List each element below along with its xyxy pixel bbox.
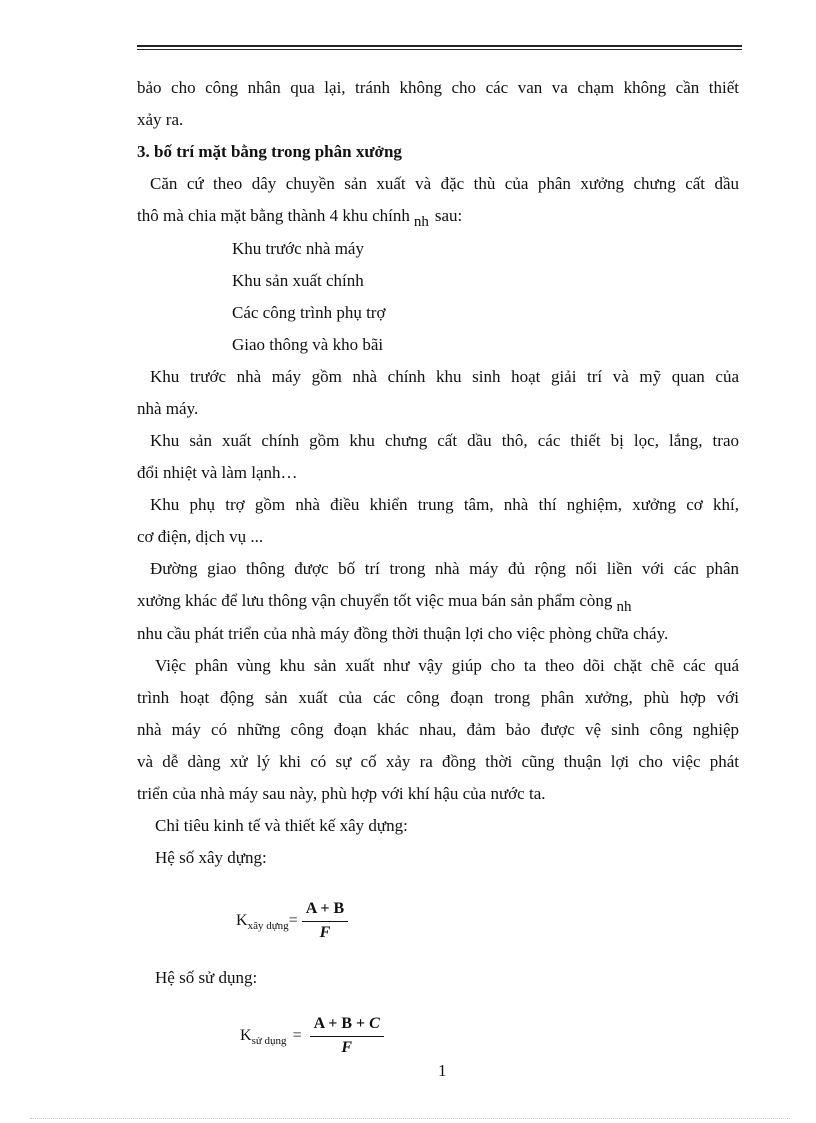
list-item: Giao thông và kho bãi — [232, 335, 384, 354]
header-rule-thin — [137, 49, 742, 50]
text-run: thô mà chia mặt bằng thành 4 khu chính — [137, 206, 410, 225]
paragraph-line: Khu phụ trợ gồm nhà điều khiển trung tâm, nhà thí nghiệm, xưởng cơ khí, — [150, 495, 739, 514]
paragraph-line: triển của nhà máy sau này, phù hợp với khí hậu của nước ta. — [137, 784, 546, 803]
fraction-numerator — [310, 1015, 384, 1037]
paragraph-line: Khu sản xuất chính gồm khu chưng cất dầu thô, các thiết bị lọc, lắng, trao — [150, 431, 739, 450]
paragraph-line: đổi nhiệt và làm lạnh… — [137, 463, 298, 482]
list-item: Khu trước nhà máy — [232, 239, 364, 258]
paragraph-line — [137, 585, 739, 618]
formula-subscript: sử dụng — [251, 1035, 287, 1047]
document-body — [137, 72, 739, 874]
paragraph-line: xảy ra. — [137, 110, 184, 129]
paragraph-line: Căn cứ theo dây chuyền sản xuất và đặc thù của phân xưởng chưng cất dầu — [150, 174, 739, 193]
paragraph-line: và dễ dàng xử lý khi có sự cố xảy ra đồng thời cũng thuận lợi cho việc phát — [137, 752, 739, 771]
paragraph-line: nhà máy có những công đoạn khác nhau, đảm bảo được vệ sinh công nghiệp — [137, 720, 739, 739]
formula-label: Hệ số xây dựng: — [155, 848, 267, 867]
formula-k: K — [236, 912, 248, 929]
list-item: Các công trình phụ trợ — [232, 303, 386, 322]
paragraph-line: nhà máy. — [137, 399, 199, 418]
header-rule-thick — [137, 45, 742, 47]
fraction-denominator: F — [319, 924, 331, 941]
fraction — [310, 1015, 384, 1057]
paragraph-line: nhu cầu phát triển của nhà máy đồng thời thuận lợi cho việc phòng chữa cháy. — [137, 624, 669, 643]
fraction-numerator: A + B — [302, 900, 348, 922]
paragraph-line — [137, 200, 739, 233]
paragraph-line: Việc phân vùng khu sản xuất như vậy giúp cho ta theo dõi chặt chẽ các quá — [155, 656, 739, 675]
formula-subscript: xây dựng — [247, 920, 289, 932]
formula-he-so-xay-dung — [236, 900, 348, 942]
paragraph-line: trình hoạt động sản xuất của các công đoạn trong phân xưởng, phù hợp với — [137, 688, 739, 707]
subscript-artifact: nh — [616, 599, 632, 615]
page-bottom-dotted-line — [30, 1118, 790, 1119]
list-item: Khu sản xuất chính — [232, 271, 364, 290]
formula-equals: = — [292, 1027, 302, 1044]
numerator-c: C — [369, 1015, 380, 1032]
text-run: xưởng khác để lưu thông vận chuyển tốt việc mua bán sản phẩm còng — [137, 591, 613, 610]
subscript-artifact: nh — [413, 214, 429, 230]
section-heading: 3. bố trí mặt bằng trong phân xưởng — [137, 142, 402, 161]
paragraph-line: Đường giao thông được bố trí trong nhà máy đủ rộng nối liền với các phân — [150, 559, 739, 578]
formula-label: Hệ số sử dụng: — [155, 968, 258, 987]
document-body-continued — [137, 962, 739, 994]
paragraph-line: Khu trước nhà máy gồm nhà chính khu sinh hoạt giải trí và mỹ quan của — [150, 367, 739, 386]
text-run: sau: — [434, 206, 463, 225]
page-number: 1 — [438, 1061, 447, 1080]
formula-he-so-su-dung — [240, 1015, 384, 1057]
fraction-denominator: F — [341, 1039, 353, 1056]
formula-k: K — [240, 1027, 252, 1044]
formula-equals: = — [288, 912, 298, 929]
fraction — [302, 900, 348, 942]
paragraph-line: bảo cho công nhân qua lại, tránh không cho các van va chạm không cần thiết — [137, 78, 739, 97]
paragraph-line: cơ điện, dịch vụ ... — [137, 527, 264, 546]
numerator-ab: A + B + — [313, 1015, 370, 1032]
paragraph-line: Chỉ tiêu kinh tế và thiết kế xây dựng: — [155, 816, 408, 835]
